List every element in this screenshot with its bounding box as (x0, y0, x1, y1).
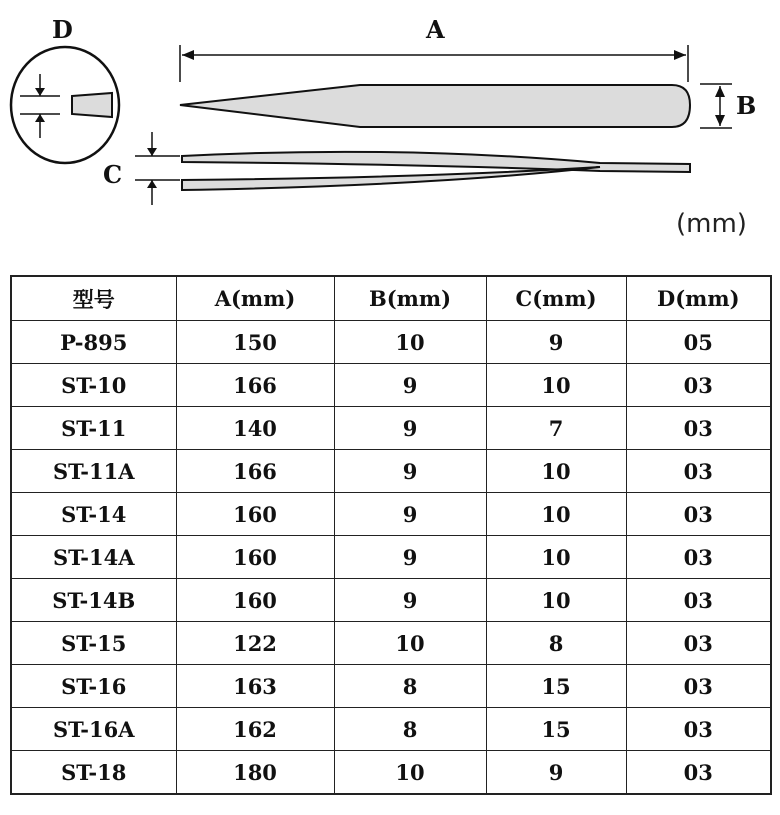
cell-model: ST-14A (11, 536, 176, 579)
cell-d: 03 (626, 665, 771, 708)
cell-b: 9 (334, 364, 486, 407)
cell-b: 8 (334, 708, 486, 751)
table-row (11, 708, 771, 751)
dimension-c-arrow (135, 132, 180, 205)
cell-d: 03 (626, 364, 771, 407)
cell-c: 15 (486, 708, 626, 751)
cell-b: 10 (334, 622, 486, 665)
cell-b: 9 (334, 579, 486, 622)
table-row (11, 321, 771, 364)
cell-b: 9 (334, 493, 486, 536)
table-row (11, 579, 771, 622)
header-c: C(mm) (486, 276, 626, 321)
cell-c: 15 (486, 665, 626, 708)
cell-model: ST-18 (11, 751, 176, 795)
header-d: D(mm) (626, 276, 771, 321)
cell-c: 10 (486, 579, 626, 622)
cell-b: 9 (334, 450, 486, 493)
cell-c: 10 (486, 536, 626, 579)
cell-d: 03 (626, 708, 771, 751)
tip-detail-circle (11, 47, 119, 163)
cell-a: 166 (176, 450, 334, 493)
header-a: A(mm) (176, 276, 334, 321)
cell-b: 10 (334, 321, 486, 364)
cell-model: ST-14 (11, 493, 176, 536)
cell-a: 160 (176, 536, 334, 579)
dimension-b-arrow (700, 84, 732, 128)
label-c: C (103, 160, 123, 189)
cell-d: 03 (626, 622, 771, 665)
tweezers-top-view (180, 85, 690, 127)
cell-d: 03 (626, 407, 771, 450)
cell-b: 8 (334, 665, 486, 708)
table-header-row (11, 276, 771, 321)
cell-d: 03 (626, 751, 771, 795)
cell-model: ST-11 (11, 407, 176, 450)
cell-a: 122 (176, 622, 334, 665)
cell-c: 10 (486, 364, 626, 407)
cell-c: 10 (486, 450, 626, 493)
table-row (11, 536, 771, 579)
cell-a: 166 (176, 364, 334, 407)
table-row (11, 622, 771, 665)
label-d: D (52, 15, 73, 44)
cell-d: 03 (626, 579, 771, 622)
cell-model: ST-15 (11, 622, 176, 665)
specification-table (10, 275, 772, 795)
table-row (11, 407, 771, 450)
cell-model: ST-14B (11, 579, 176, 622)
table-row (11, 450, 771, 493)
cell-a: 160 (176, 579, 334, 622)
cell-d: 03 (626, 536, 771, 579)
cell-model: ST-11A (11, 450, 176, 493)
cell-a: 162 (176, 708, 334, 751)
label-b: B (736, 91, 757, 120)
table-row (11, 665, 771, 708)
cell-a: 163 (176, 665, 334, 708)
cell-model: ST-10 (11, 364, 176, 407)
cell-a: 140 (176, 407, 334, 450)
header-model: 型号 (11, 276, 176, 321)
cell-c: 8 (486, 622, 626, 665)
cell-b: 9 (334, 536, 486, 579)
label-a: A (426, 15, 445, 44)
cell-c: 10 (486, 493, 626, 536)
cell-c: 7 (486, 407, 626, 450)
unit-label: (mm) (676, 209, 747, 239)
cell-d: 03 (626, 493, 771, 536)
cell-model: P-895 (11, 321, 176, 364)
cell-a: 180 (176, 751, 334, 795)
header-b: B(mm) (334, 276, 486, 321)
cell-c: 9 (486, 321, 626, 364)
tweezers-side-view (182, 152, 690, 190)
cell-d: 05 (626, 321, 771, 364)
cell-model: ST-16A (11, 708, 176, 751)
cell-b: 10 (334, 751, 486, 795)
tweezers-dimension-diagram (0, 0, 780, 260)
cell-a: 160 (176, 493, 334, 536)
table-row (11, 751, 771, 795)
cell-d: 03 (626, 450, 771, 493)
table-row (11, 493, 771, 536)
table-row (11, 364, 771, 407)
cell-c: 9 (486, 751, 626, 795)
dimension-a-arrow (180, 45, 688, 82)
cell-b: 9 (334, 407, 486, 450)
cell-a: 150 (176, 321, 334, 364)
cell-model: ST-16 (11, 665, 176, 708)
